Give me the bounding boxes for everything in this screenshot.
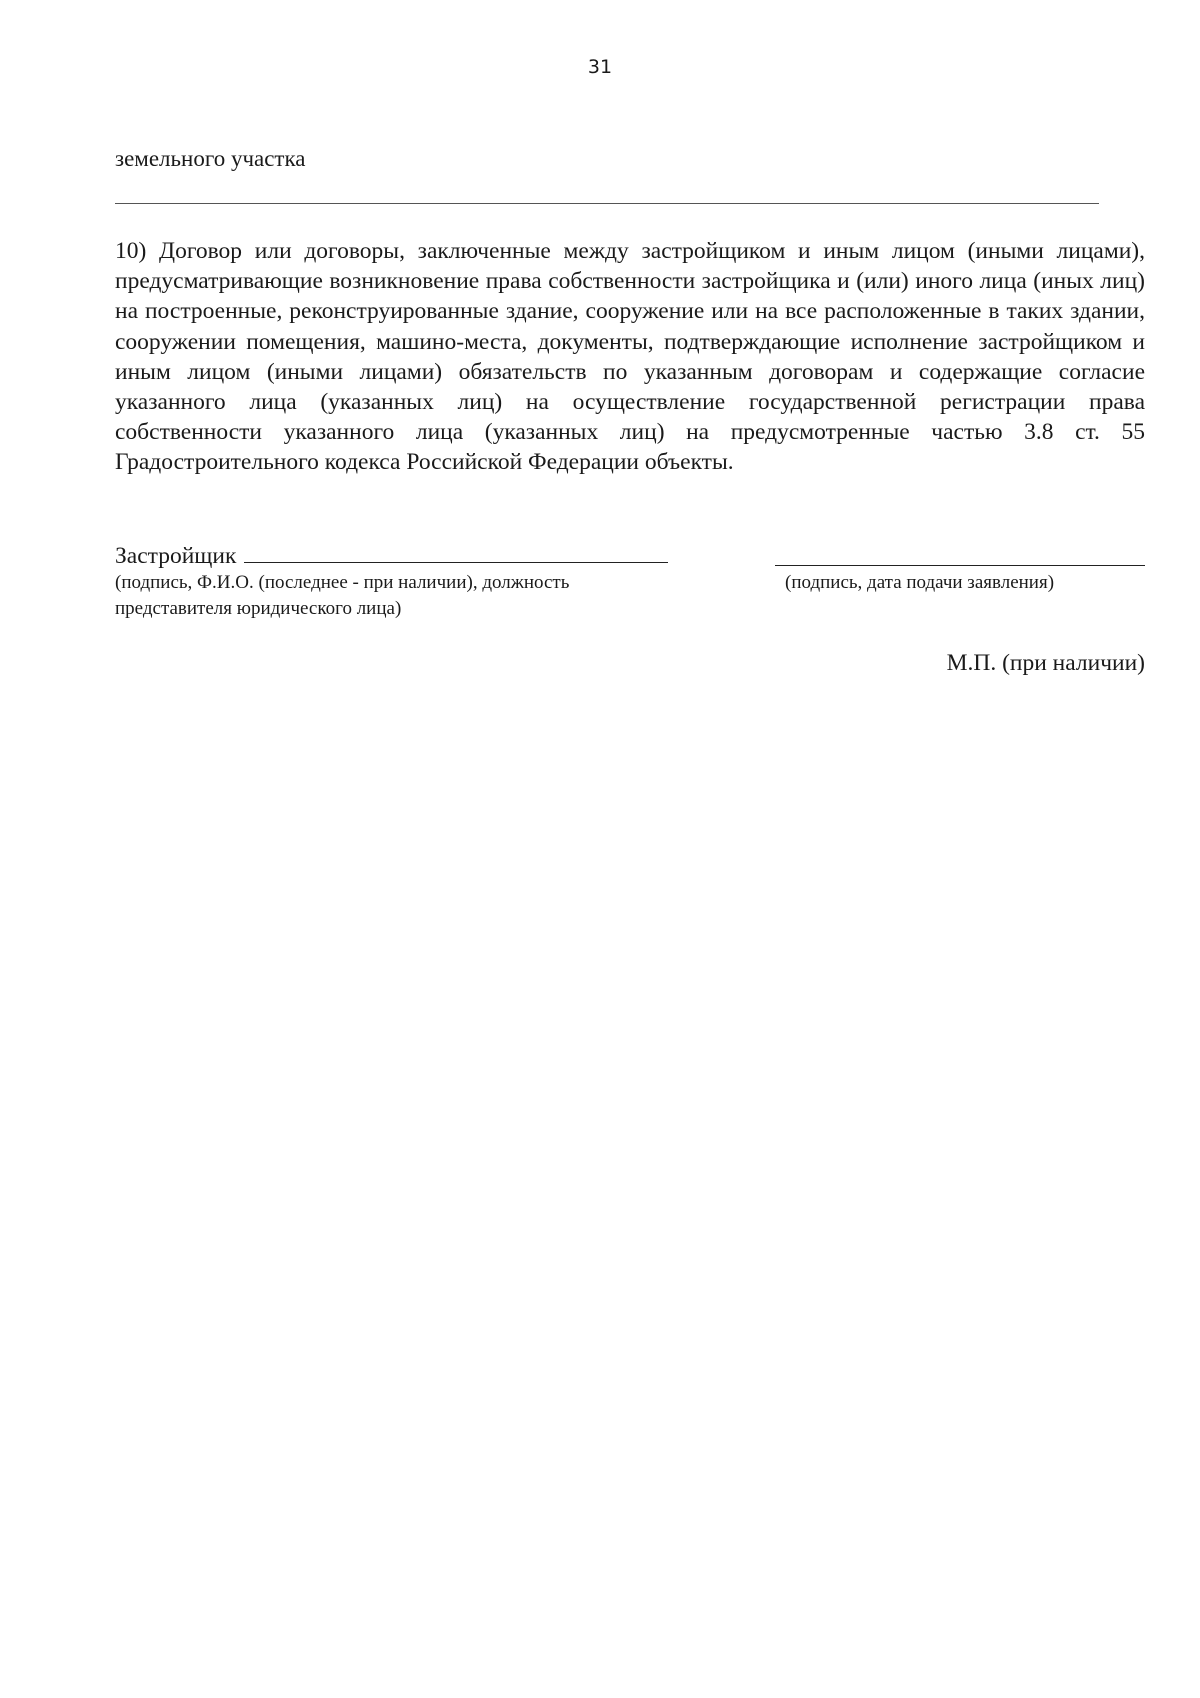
caption-left-line-2: представителя юридического лица) (115, 598, 402, 619)
item-paragraph: 10) Договор или договоры, заключенные между застройщиком и иным лицом (иными лицами), предусматривающие возникновение права собственности застройщика и (или) иного лица (иных лиц) на построенные, реконструированные здание, сооружение или на все расположенные в таких здании, сооружении помещения, машино-места, документы, подтверждающие исполнение застройщиком и иным лицом (иными лицами) обязательств по указанным договорам и содержащие согласие указанного лица (указанных лиц) на осуществление государственной регистрации права собственности указанного лица (указанных лиц) на предусмотренные частью 3.8 ст. 55 Градостроительного кодекса Российской Федерации объекты. (115, 238, 1145, 476)
lead-text: земельного участка (115, 146, 306, 171)
fill-in-line (115, 203, 1099, 204)
signature-caption-right: (подпись, дата подачи заявления) (785, 572, 1055, 593)
signature-block-developer (115, 540, 668, 570)
page-number: 31 (587, 56, 613, 78)
signature-label: Застройщик (115, 543, 237, 569)
seal-note: М.П. (при наличии) (946, 650, 1145, 676)
signature-line-date (775, 565, 1145, 566)
signature-caption-left (115, 570, 569, 622)
signature-line-developer (244, 540, 668, 563)
caption-left-line-1: (подпись, Ф.И.О. (последнее - при наличии), должность (115, 572, 570, 593)
